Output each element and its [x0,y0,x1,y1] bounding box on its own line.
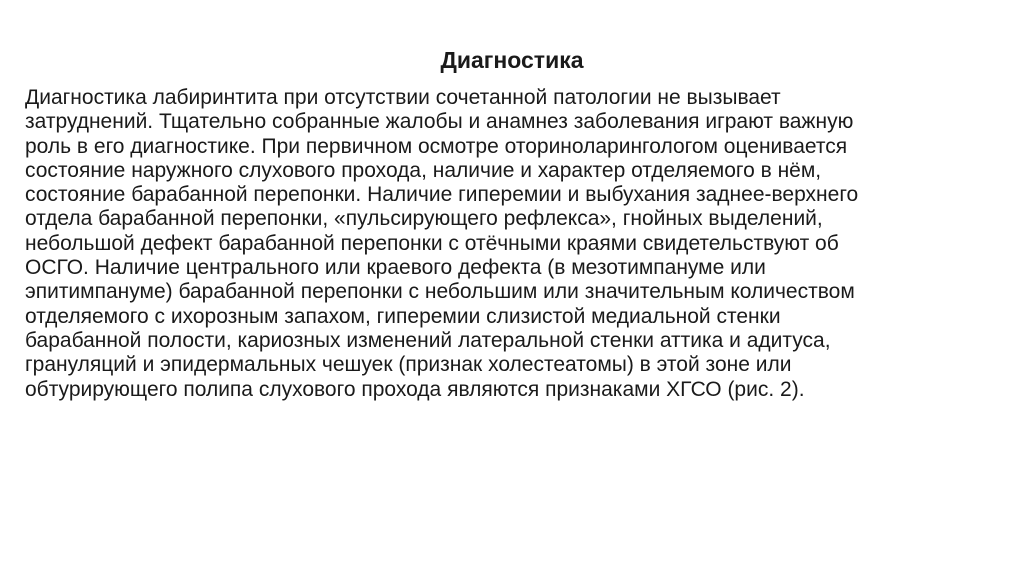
body-line: отдела барабанной перепонки, «пульсирующего рефлекса», гнойных выделений, [25,207,823,231]
body-line: грануляций и эпидермальных чешуек (признак холестеатомы) в этой зоне или [25,353,792,377]
body-line: барабанной полости, кариозных изменений латеральной стенки аттика и адитуса, [25,328,831,352]
body-line: состояние барабанной перепонки. Наличие гиперемии и выбухания заднее-верхнего [25,183,859,207]
body-line: Диагностика лабиринтита при отсутствии сочетанной патологии не вызывает [25,86,781,109]
body-line: ОСГО. Наличие центрального или краевого дефекта (в мезотимпануме или [25,256,766,280]
body-line: небольшой дефект барабанной перепонки с отёчными краями свидетельствуют об [25,231,839,255]
slide-body-text [25,86,1000,402]
body-line: состояние наружного слухового прохода, наличие и характер отделяемого в нём, [25,158,822,182]
body-line: обтурирующего полипа слухового прохода являются признаками ХГСО (рис. 2). [25,377,805,401]
slide-title: Диагностика [440,47,584,73]
body-line: отделяемого с ихорозным запахом, гиперемии слизистой медиальной стенки [25,304,781,328]
body-line: затруднений. Тщательно собранные жалобы и анамнез заболевания играют важную [25,110,854,134]
body-line: эпитимпануме) барабанной перепонки с небольшим или значительным количеством [25,280,855,304]
body-line: роль в его диагностике. При первичном осмотре оториноларингологом оценивается [25,134,848,158]
